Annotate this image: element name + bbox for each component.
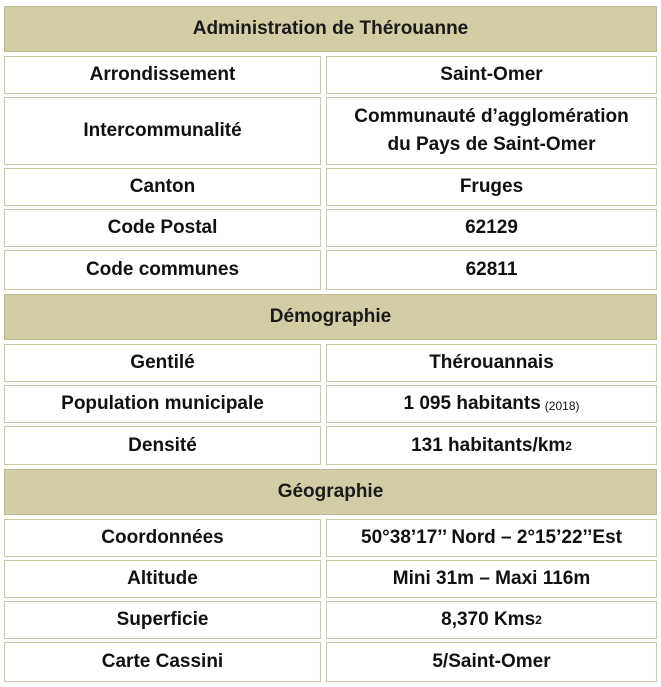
label-text: Gentilé [130, 352, 195, 373]
row-label-intercommunalite [4, 97, 321, 165]
row-value-intercommunalite [326, 97, 657, 165]
label-text: Coordonnées [101, 527, 224, 548]
row-value-canton [326, 168, 657, 206]
section-title: Démographie [269, 306, 392, 327]
row-label-code-communes [4, 250, 321, 290]
section-header-administration [4, 6, 657, 52]
row-value-carte-cassini [326, 642, 657, 682]
row-label-densite [4, 426, 321, 465]
row-value-arrondissement [326, 56, 657, 94]
population-year: (2018) [544, 399, 580, 413]
value-text-line2: du Pays de Saint-Omer [387, 134, 596, 155]
row-value-superficie: 8,370 Kms 2 [326, 601, 657, 639]
label-text: Carte Cassini [101, 651, 224, 672]
row-label-superficie [4, 601, 321, 639]
section-header-geographie [4, 469, 657, 515]
row-value-densite: 131 habitants/km 2 [326, 426, 657, 465]
value-text: 8,370 Kms [441, 609, 536, 630]
row-value-code-communes [326, 250, 657, 290]
row-value-altitude [326, 560, 657, 598]
value-text: Saint-Omer [440, 64, 543, 85]
label-text: Code Postal [107, 217, 218, 238]
row-label-population [4, 385, 321, 423]
label-text: Code communes [85, 259, 240, 280]
value-text: Fruges [459, 176, 524, 197]
label-text: Densité [128, 434, 197, 456]
section-header-demographie [4, 294, 657, 340]
row-value-coordonnees [326, 519, 657, 557]
label-text: Superficie [116, 609, 209, 630]
row-value-gentile [326, 344, 657, 382]
row-label-coordonnees [4, 519, 321, 557]
row-label-altitude [4, 560, 321, 598]
row-label-arrondissement [4, 56, 321, 94]
row-value-population [326, 385, 657, 423]
label-text: Altitude [127, 568, 198, 589]
value-text: 62811 [465, 259, 518, 280]
value-text: 131 habitants/km [411, 434, 566, 456]
value-text: 62129 [465, 217, 518, 238]
section-title: Géographie [277, 481, 384, 502]
row-label-gentile [4, 344, 321, 382]
value-text: Thérouannais [429, 352, 554, 373]
row-value-code-postal [326, 209, 657, 247]
row-label-carte-cassini [4, 642, 321, 682]
value-text: Mini 31m – Maxi 116m [392, 568, 591, 589]
section-title: Administration de Thérouanne [192, 18, 469, 39]
value-text: 5/Saint-Omer [432, 651, 551, 672]
row-label-code-postal [4, 209, 321, 247]
value-text-line1: Communauté d’agglomération [354, 106, 629, 127]
label-text: Arrondissement [89, 64, 236, 85]
label-text: Population municipale [61, 393, 264, 414]
label-text: Canton [129, 176, 196, 197]
value-text: 1 095 habitants [403, 393, 541, 414]
row-label-canton [4, 168, 321, 206]
value-text: 50°38’17’’ Nord – 2°15’22’’Est [361, 527, 622, 548]
label-text: Intercommunalité [83, 120, 242, 141]
